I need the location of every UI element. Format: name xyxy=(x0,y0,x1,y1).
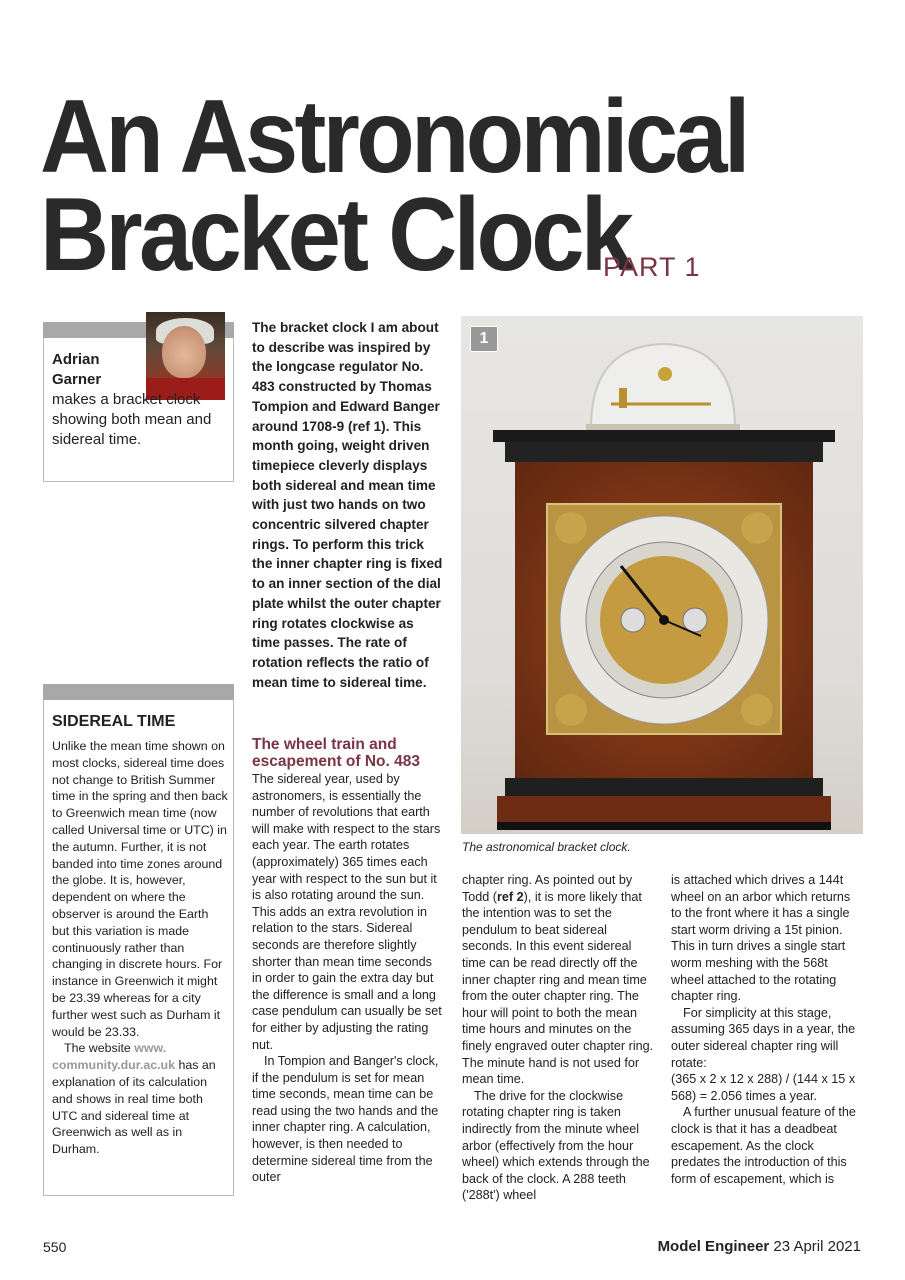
gear-formula: (365 x 2 x 12 x 288) / (144 x 15 x 568) = 2.056 times a year. xyxy=(671,1072,856,1103)
sidebar-heading: SIDEREAL TIME xyxy=(52,713,176,730)
sidebar-bar xyxy=(43,684,234,700)
clock-photo xyxy=(461,316,863,834)
lead-paragraph: The bracket clock I am about to describe was inspired by the longcase regulator No. 483 constructed by Thomas Tompion and Edward Banger around 1708-9 (ref 1). This month going, weight driven timepiece cleverly displays both sidereal and mean time with just two hands on two concentric silvered chapter rings. To perform this trick the inner chapter ring is fixed to an inner section of the dial plate whilst the outer chapter ring rotates clockwise as time passes. The rate of rotation reflects the ratio of mean time to sidereal time. xyxy=(252,320,443,690)
col3-para-1: chapter ring. As pointed out by Todd (ref 2), it is more likely that the intention was to set the pendulum to beat sidereal seconds. In this event sidereal time can be read directly off the inner chapter ring and mean time from the outer chapter ring. The hour will point to both the mean time hours and minutes on the finely engraved outer chapter ring. The minute hand is not used for mean time. xyxy=(462,873,654,1087)
running-footer xyxy=(658,1238,861,1255)
website-link[interactable]: www. community.dur.ac.uk xyxy=(52,1041,176,1073)
title-line-1: An Astronomical xyxy=(40,79,747,195)
body-column-4 xyxy=(671,872,863,1187)
part-label: PART 1 xyxy=(603,252,701,282)
col4-para-3: A further unusual feature of the clock is that it has a deadbeat escapement. As the clock predates the introduction of this form of escapement, which is xyxy=(671,1105,856,1186)
author-first-name: Adrian xyxy=(52,351,100,368)
sidebar-body xyxy=(52,738,228,1158)
section-subhead: The wheel train and escapement of No. 483 xyxy=(252,736,420,770)
ref-2: ref 2 xyxy=(497,889,524,904)
author-byline xyxy=(52,350,222,450)
author-blurb: makes a bracket clock showing both mean and sidereal time. xyxy=(52,391,212,448)
sidebar-para-1: Unlike the mean time shown on most clocks, sidereal time does not change to British Summer time in the spring and then back to Greenwich mean time (now called Universal time or UTC) in the autumn. Further, it is not banded into time zones around the globe. It is, however, dependent on where the observer is around the Earth but this variation is made continuously rather than changing in discrete hours. For instance in Greenwich it might be 23.39 whereas for a city further west such as Durham it would be 23.33. xyxy=(52,739,228,1039)
figure-caption: The astronomical bracket clock. xyxy=(462,840,631,854)
col4-para-2: For simplicity at this stage, assuming 365 days in a year, the outer sidereal chapter ring will rotate: xyxy=(671,1005,856,1070)
sidebar-para-2: The website www. community.dur.ac.uk has an explanation of its calculation and shows in real time both UTC and sidereal time at Greenwich as well as in Durham. xyxy=(52,1041,216,1157)
col3-para-2: The drive for the clockwise rotating chapter ring is taken indirectly from the minute wheel arbor (effectively from the hour wheel) which extends through the back of the clock. A 288 teeth ('288t') wheel xyxy=(462,1088,650,1203)
page-number: 550 xyxy=(43,1239,67,1255)
author-last-name: Garner xyxy=(52,371,102,388)
figure-number-badge: 1 xyxy=(470,326,498,352)
magazine-name: Model Engineer xyxy=(657,1238,770,1255)
col2-para-1: The sidereal year, used by astronomers, is essentially the number of revolutions that earth will make with respect to the stars each year. The earth rotates (approximately) 365 times each year with respect to the sun but it is also rotating around the sun. This adds an extra revolution in relation to the stars. Sidereal seconds are therefore slightly shorter than mean time seconds in order to gain the extra day but the difference is small and a long case pendulum can usually be set for either by adjusting the rating nut. xyxy=(252,772,442,1052)
col4-para-1: is attached which drives a 144t wheel on an arbor which returns to the front where it has a single start worm driving a 15t pinion. This in turn drives a single start worm meshing with the 568t wheel attached to the rotating chapter ring. xyxy=(671,873,851,1004)
body-column-3 xyxy=(462,872,654,1204)
issue-date: 23 April 2021 xyxy=(769,1238,861,1255)
col2-para-2: In Tompion and Banger's clock, if the pendulum is set for mean time seconds, mean time can be read using the two hands and the inner chapter ring. A calculation, however, is then needed to determine sidereal time from the outer xyxy=(252,1054,439,1185)
clock-illustration xyxy=(461,316,863,834)
title-line-2: Bracket Clock xyxy=(40,177,631,293)
body-column-2 xyxy=(252,771,442,1186)
